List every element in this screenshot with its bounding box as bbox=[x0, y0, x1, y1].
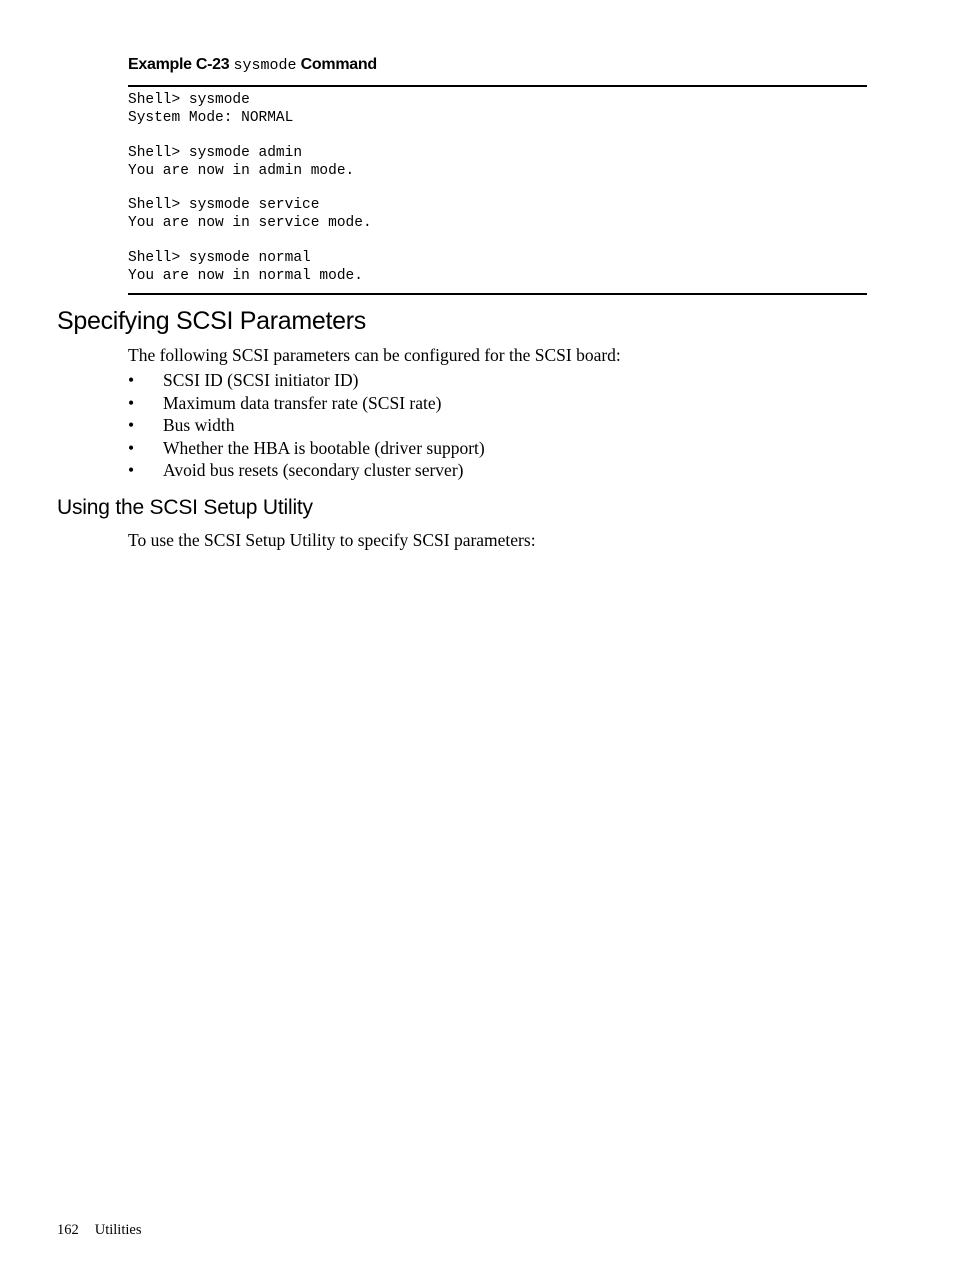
code-block-4: Shell> sysmode normal You are now in normal mode. bbox=[128, 250, 363, 284]
bullet-mark: • bbox=[128, 370, 135, 390]
bullet-mark: • bbox=[128, 437, 135, 458]
example-title bbox=[128, 56, 377, 74]
list-item-text: SCSI ID (SCSI initiator ID) bbox=[163, 370, 359, 390]
section-heading: Specifying SCSI Parameters bbox=[57, 307, 366, 335]
list-item-text: Maximum data transfer rate (SCSI rate) bbox=[163, 392, 442, 413]
list-item-text: Avoid bus resets (secondary cluster server) bbox=[163, 460, 464, 481]
code-block-1: Shell> sysmode System Mode: NORMAL bbox=[128, 92, 294, 126]
example-suffix: Command bbox=[300, 56, 377, 73]
example-label: Example C-23 bbox=[128, 56, 230, 73]
chapter-name: Utilities bbox=[94, 1222, 142, 1238]
code-block-2: Shell> sysmode admin You are now in admin mode. bbox=[128, 145, 355, 179]
example-command: sysmode bbox=[233, 57, 297, 74]
list-item-text: Bus width bbox=[163, 415, 235, 436]
code-bottom-rule bbox=[128, 293, 867, 295]
list-item-text: Whether the HBA is bootable (driver support) bbox=[163, 437, 485, 458]
bullet-mark: • bbox=[128, 392, 135, 413]
page-footer bbox=[57, 1222, 141, 1239]
subsection-heading: Using the SCSI Setup Utility bbox=[57, 496, 313, 519]
code-block-3: Shell> sysmode service You are now in service mode. bbox=[128, 197, 372, 231]
code-top-rule bbox=[128, 85, 867, 87]
bullet-mark: • bbox=[128, 460, 135, 481]
page-number: 162 bbox=[57, 1222, 79, 1238]
section-intro: The following SCSI parameters can be configured for the SCSI board: bbox=[128, 345, 621, 365]
subsection-intro: To use the SCSI Setup Utility to specify SCSI parameters: bbox=[128, 530, 536, 550]
bullet-mark: • bbox=[128, 415, 135, 436]
